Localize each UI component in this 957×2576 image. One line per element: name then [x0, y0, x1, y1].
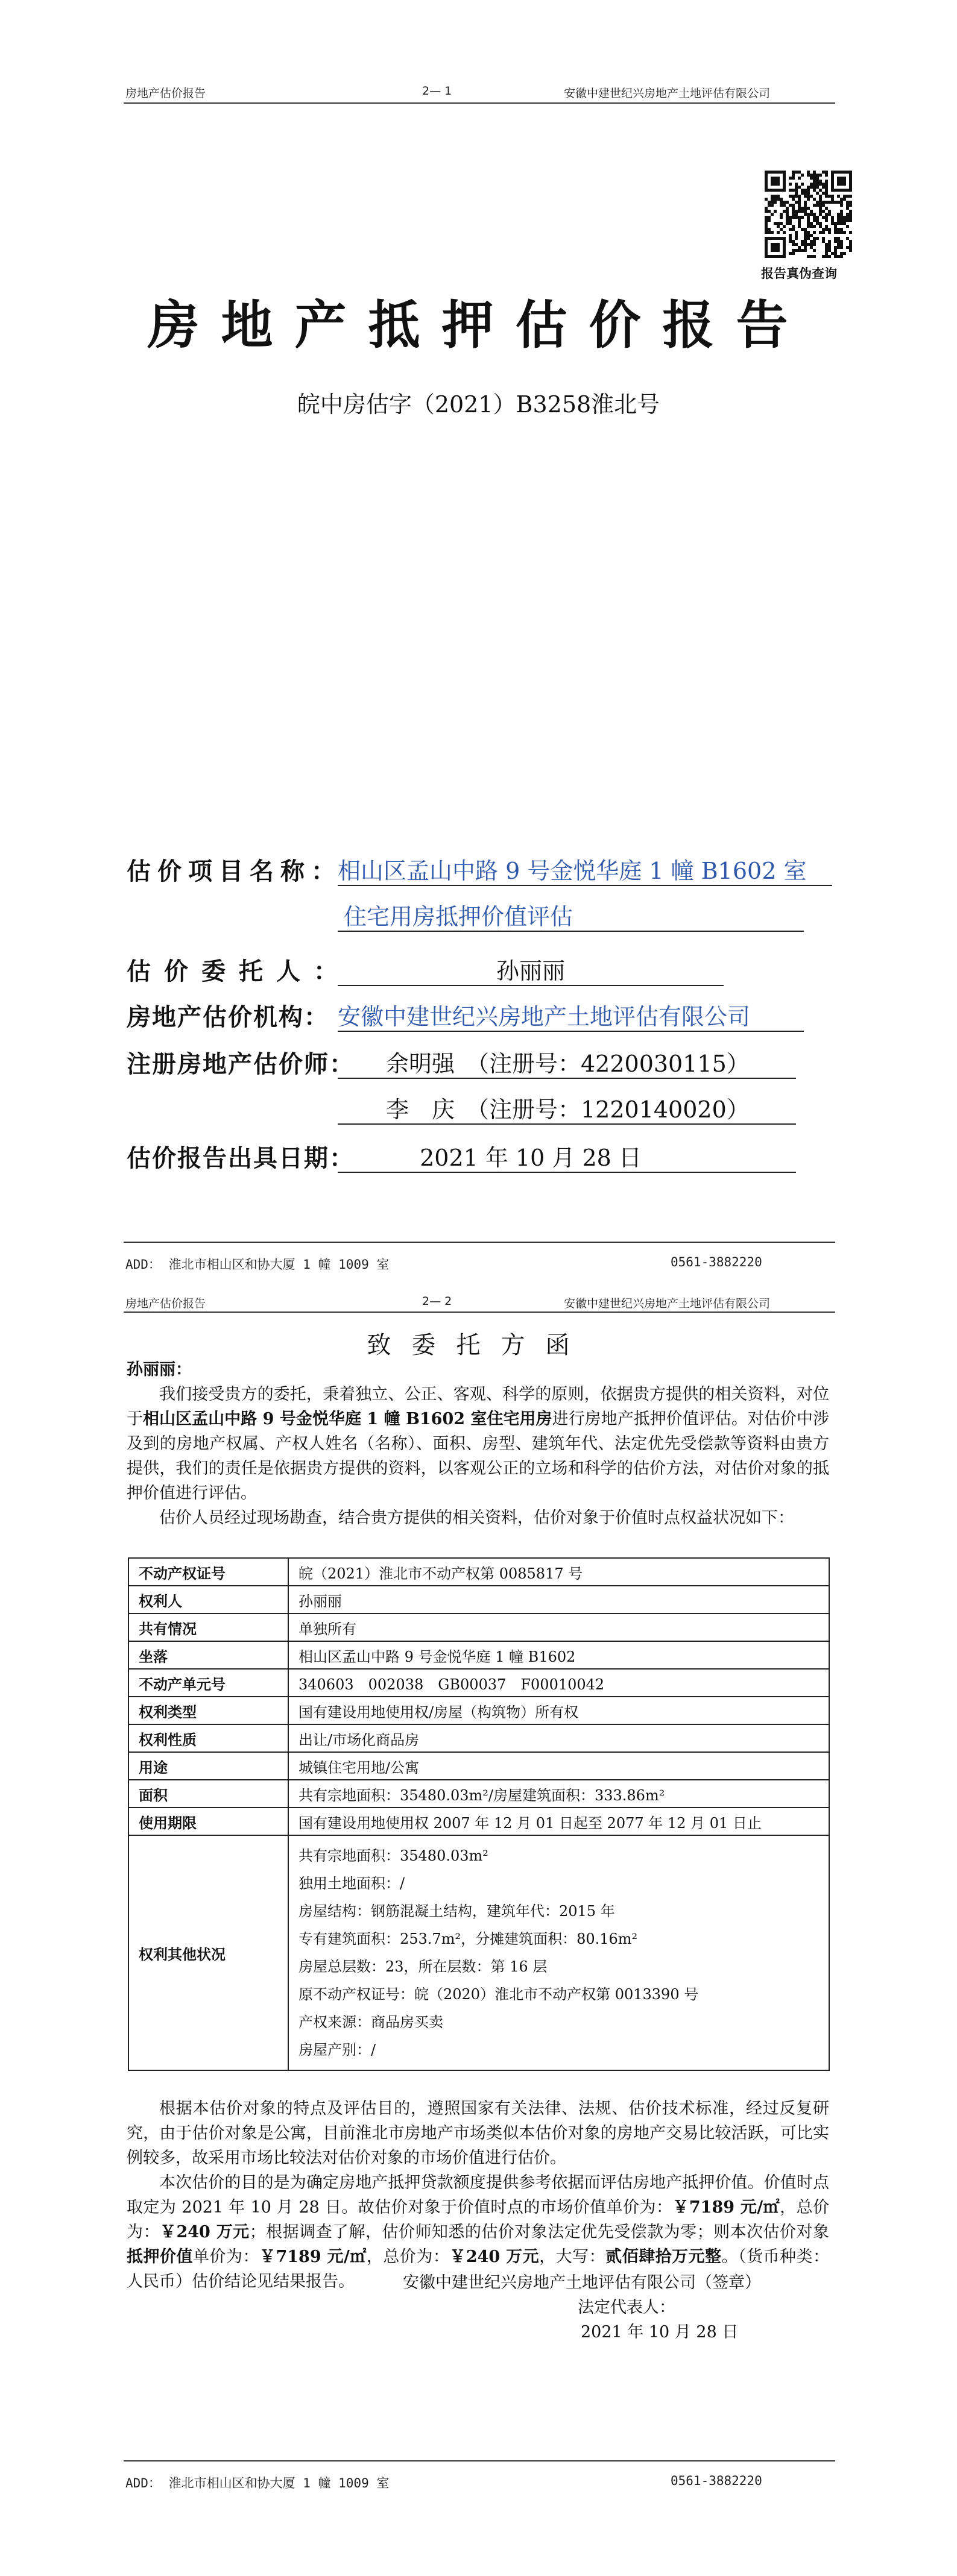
rights-table [128, 1557, 830, 2071]
table-key: 不动产权证号 [128, 1558, 288, 1586]
price-in-words: 贰佰肆拾万元整 [605, 2248, 722, 2266]
date-label: 估价报告出具日期： [127, 1144, 355, 1172]
footer-address-2: ADD： 淮北市相山区和协大厦 1 幢 1009 室 [125, 2476, 390, 2490]
other-line: 产权来源：商品房买卖 [298, 2014, 443, 2031]
header-rule [124, 102, 835, 104]
agency-value: 安徽中建世纪兴房地产土地评估有限公司 [338, 1004, 751, 1030]
date-underline [338, 1172, 796, 1173]
appraiser-label: 注册房地产估价师： [127, 1050, 355, 1078]
appraiser-1-underline [338, 1078, 796, 1079]
table-value: 340603 002038 GB00037 F00010042 [288, 1669, 829, 1697]
footer-address: ADD： 淮北市相山区和协大厦 1 幢 1009 室 [125, 1257, 390, 1272]
table-row [128, 1724, 829, 1752]
other-line: 原不动产权证号：皖（2020）淮北市不动产权第 0013390 号 [298, 1986, 699, 2003]
client-value: 孙丽丽 [496, 958, 565, 984]
document-number: 皖中房估字（2021）B3258淮北号 [297, 391, 660, 418]
letter-title: 致委托方函 [367, 1331, 590, 1359]
paragraph-2: 估价人员经过现场勘查，结合贵方提供的相关资料，估价对象于价值时点权益状况如下： [159, 1509, 794, 1527]
signature-org: 安徽中建世纪兴房地产土地评估有限公司（签章） [403, 2273, 761, 2292]
table-key: 坐落 [128, 1641, 288, 1669]
para1-text-b: 进行房地产抵押价值评估。对估价中涉及到的房地产权属、产权人姓名（名称）、面积、房型、建筑年代、法定优先受偿款等资料由贵方提供，我们的责任是依据贵方提供的资料，以客观公正的立场和科学的估价方法，对估价对象的抵押价值进行评估。 [127, 1410, 830, 1503]
table-key: 不动产单元号 [128, 1669, 288, 1697]
para4-c: 单价为： [192, 2248, 259, 2266]
project-value-line2: 住宅用房抵押价值评估 [344, 903, 573, 930]
table-value: 共有宗地面积：35480.03m²/房屋建筑面积：333.86m² [288, 1780, 829, 1808]
client-underline [338, 985, 724, 986]
table-row [128, 1641, 829, 1669]
qr-caption: 报告真伪查询 [761, 266, 837, 281]
agency-label: 房地产估价机构： [127, 1003, 329, 1031]
paragraph-1 [127, 1382, 829, 1506]
salutation: 孙丽丽： [127, 1360, 192, 1379]
other-line: 房屋产别：/ [298, 2041, 376, 2058]
unit-price: ￥7189 元/㎡ [672, 2198, 780, 2217]
header-left: 房地产估价报告 [125, 87, 206, 100]
table-value: 出让/市场化商品房 [288, 1724, 829, 1752]
other-line: 专有建筑面积：253.7m²，分摊建筑面积：80.16m² [298, 1930, 638, 1947]
signature-rep: 法定代表人： [578, 2298, 675, 2317]
paragraph-3: 根据本估价对象的特点及评估目的，遵照国家有关法律、法规、估价技术标准，经过反复研究，由于估价对象是公寓，目前淮北市房地产市场类似本估价对象的房地产交易比较活跃，可比实例较多，故采用市场比较法对估价对象的市场价值进行估价。 [127, 2099, 829, 2167]
table-value: 单独所有 [288, 1613, 829, 1641]
project-value-line1: 相山区孟山中路 9 号金悦华庭 1 幢 B1602 室 [338, 858, 807, 884]
other-line: 共有宗地面积：35480.03m² [298, 1847, 488, 1864]
table-row [128, 1669, 829, 1697]
project-underline-2 [338, 931, 804, 932]
appraiser-2: 李 庆 （注册号：1220140020） [386, 1096, 750, 1123]
para4-f: 。（货币种类：人民币）估价结论见结果报告。 [127, 2248, 830, 2291]
table-value: 国有建设用地使用权 2007 年 12 月 01 日起至 2077 年 12 月 01 日止 [288, 1808, 829, 1835]
project-underline-1 [338, 885, 832, 886]
mortgage-value-label: 抵押价值 [127, 2248, 193, 2266]
table-value-other [288, 1835, 829, 2070]
total-price: ￥240 万元 [159, 2223, 250, 2241]
report-title: 房地产抵押估价报告 [147, 295, 810, 356]
table-row [128, 1586, 829, 1613]
table-key: 使用期限 [128, 1808, 288, 1835]
mortgage-unit-price: ￥7189 元/㎡ [259, 2248, 367, 2266]
header-page-number: 2— 1 [422, 84, 452, 98]
table-value: 城镇住宅用地/公寓 [288, 1752, 829, 1780]
header-left-2: 房地产估价报告 [125, 1297, 206, 1310]
table-key-other: 权利其他状况 [128, 1835, 288, 2070]
header-rule-2 [124, 1312, 835, 1313]
footer-rule-2 [124, 2460, 835, 2461]
table-value: 孙丽丽 [288, 1586, 829, 1613]
para1-text-a: 我们接受贵方的委托，秉着独立、公正、客观、科学的原则，依据贵方提供的相关资料，对位于 [127, 1385, 829, 1428]
footer-phone: 0561-3882220 [671, 1255, 762, 1269]
table-key: 用途 [128, 1752, 288, 1780]
table-value: 相山区孟山中路 9 号金悦华庭 1 幢 B1602 [288, 1641, 829, 1669]
para1-address: 相山区孟山中路 9 号金悦华庭 1 幢 B1602 室住宅用房 [143, 1410, 552, 1428]
header-right-2: 安徽中建世纪兴房地产土地评估有限公司 [564, 1297, 771, 1310]
other-line: 独用土地面积：/ [298, 1875, 405, 1892]
table-row-other [128, 1835, 829, 2070]
table-key: 面积 [128, 1780, 288, 1808]
date-value: 2021 年 10 月 28 日 [420, 1145, 642, 1171]
table-key: 权利人 [128, 1586, 288, 1613]
agency-underline [338, 1031, 804, 1032]
table-value: 皖（2021）淮北市不动产权第 0085817 号 [288, 1558, 829, 1586]
table-key: 权利性质 [128, 1724, 288, 1752]
other-line: 房屋结构：钢筋混凝土结构，建筑年代：2015 年 [298, 1903, 615, 1920]
other-line: 房屋总层数：23，所在层数：第 16 层 [298, 1958, 548, 1975]
para4-e: ，大写： [539, 2248, 606, 2266]
table-row [128, 1752, 829, 1780]
appraiser-2-underline [338, 1123, 796, 1125]
footer-phone-2: 0561-3882220 [671, 2474, 762, 2488]
qr-code-icon[interactable] [765, 171, 852, 258]
mortgage-total-price: ￥240 万元 [449, 2248, 540, 2266]
para4-d: ，总价为： [366, 2248, 450, 2266]
para4-a: 本次估价的目的是为确定房地产抵押贷款额度提供参考依据而评估房地产抵押价值。价值时点取定为 2021 年 10 月 28 日。故估价对象于价值时点的市场价值单价为： [127, 2173, 829, 2217]
header-page-number-2: 2— 2 [422, 1295, 452, 1308]
table-row [128, 1558, 829, 1586]
para4-b: ；根据调查了解，估价师知悉的估价对象法定优先受偿款为零；则本次估价对象 [249, 2223, 830, 2241]
table-key: 共有情况 [128, 1613, 288, 1641]
para4-total-label: ，总价为： [127, 2198, 829, 2241]
table-row [128, 1780, 829, 1808]
signature-date: 2021 年 10 月 28 日 [581, 2323, 739, 2342]
header-right: 安徽中建世纪兴房地产土地评估有限公司 [564, 87, 771, 100]
table-key: 权利类型 [128, 1697, 288, 1724]
project-label: 估价项目名称： [127, 857, 342, 885]
appraiser-1: 余明强 （注册号：4220030115） [386, 1051, 750, 1077]
client-label: 估价委托人： [127, 957, 351, 985]
table-value: 国有建设用地使用权/房屋（构筑物）所有权 [288, 1697, 829, 1724]
table-row [128, 1697, 829, 1724]
table-row [128, 1613, 829, 1641]
table-row [128, 1808, 829, 1835]
footer-rule [124, 1242, 835, 1243]
